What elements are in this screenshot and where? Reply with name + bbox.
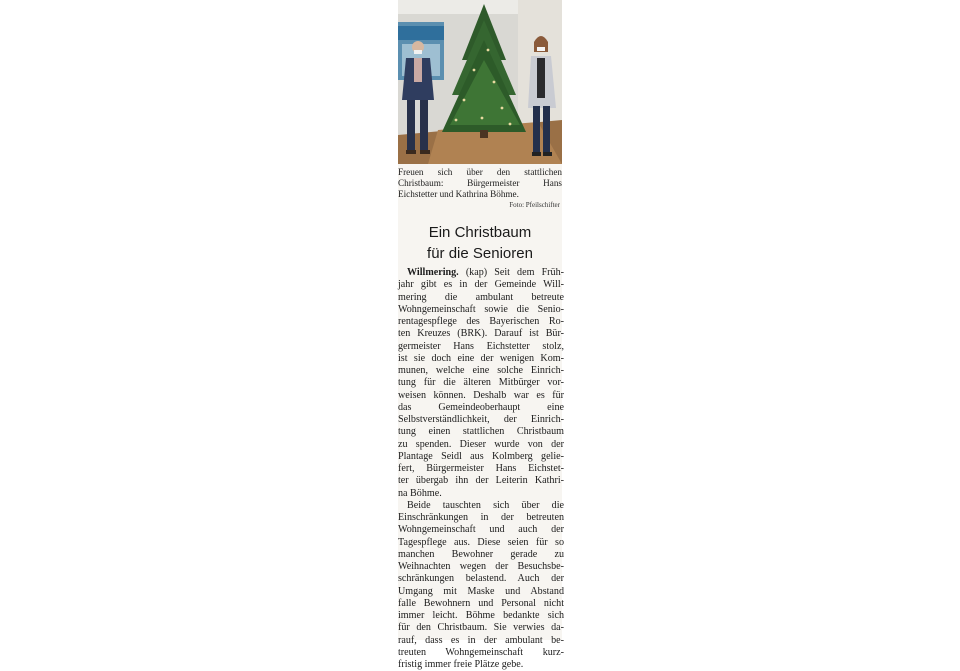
article-text-line: das Gemeindeoberhaupt eine: [398, 401, 564, 413]
article-text-line: Weihnachten wegen der Besuchsbe-: [398, 561, 564, 572]
article-text-line: germeister Hans Eichstetter stolz,: [398, 340, 564, 352]
newspaper-clipping: [398, 0, 564, 670]
article-headline: [398, 222, 562, 264]
article-text-line: manchen Bewohner gerade zu: [398, 548, 564, 560]
article-text-line: Selbstverständlichkeit, der Einrich-: [398, 414, 564, 425]
article-text-line: für den Christbaum. Sie verwies da-: [398, 622, 564, 634]
article-text-line: mering die ambulant betreute: [398, 291, 564, 303]
article-text-line: Beide tauschten sich über die: [407, 499, 564, 511]
article-text-line: fristig immer freie Plätze gebe.: [398, 659, 524, 670]
caption-line: Christbaum: Bürgermeister Hans: [398, 178, 562, 189]
christmas-tree-photo: [398, 0, 562, 164]
article-text-line: Tagespflege aus. Diese seien für so: [398, 536, 564, 548]
article-text-line: Plantage Seidl aus Kolmberg gelie-: [398, 450, 564, 462]
caption-line: Eichstetter und Kathrina Böhme.: [398, 189, 519, 200]
article-text-line: Willmering. (kap) Seit dem Früh-: [407, 267, 564, 278]
article-text-line: Wohngemeinschaft sowie die Senio-: [398, 303, 564, 315]
article-text-line: ten Kreuzes (BRK). Darauf ist Bür-: [398, 328, 564, 340]
photo-caption: [398, 167, 562, 201]
article-text-line: Umgang mit Maske und Abstand: [398, 585, 564, 597]
article-text-line: falle Bewohnern und Personal nicht: [398, 597, 564, 609]
article-text-line: treuten Wohngemeinschaft kurz-: [398, 646, 564, 658]
article-text-line: Wohngemeinschaft und auch der: [398, 524, 564, 536]
article-text-line: tung einen stattlichen Christbaum: [398, 426, 564, 438]
photo-credit: Foto: Pfeilschifter: [509, 201, 560, 209]
article-text-line: ist sie doch eine der wenigen Kom-: [398, 352, 564, 364]
dateline: Willmering.: [407, 267, 459, 278]
article-photo: [398, 0, 562, 164]
headline-line: für die Senioren: [427, 245, 533, 262]
article-text-line: munen, welche eine solche Einrich-: [398, 365, 564, 376]
article-text-line: schränkungen belastend. Auch der: [398, 573, 564, 585]
article-text-line: tung für die älteren Mitbürger vor-: [398, 377, 564, 389]
article-text-line: ter übergab ihn der Leiterin Kathri-: [398, 475, 564, 487]
article-text-line: na Böhme.: [398, 487, 442, 499]
article-text-line: rentagespflege des Bayerischen Ro-: [398, 316, 564, 327]
headline-line: Ein Christbaum: [428, 224, 532, 241]
article-text-line: jahr gibt es in der Gemeinde Will-: [398, 279, 564, 291]
article-text-line: Einschränkungen in der betreuten: [398, 512, 564, 523]
article-text-line: zu spenden. Dieser wurde von der: [398, 438, 564, 450]
article-text-line: fert, Bürgermeister Hans Eichstet-: [398, 463, 564, 474]
article-text-line: immer leicht. Böhme bedankte sich: [398, 610, 564, 621]
article-text-line: weisen können. Deshalb war es für: [398, 389, 564, 401]
article-text-line: rauf, dass es in der ambulant be-: [398, 634, 564, 646]
caption-line: Freuen sich über den stattlichen: [398, 167, 562, 177]
article-body: [398, 267, 564, 671]
